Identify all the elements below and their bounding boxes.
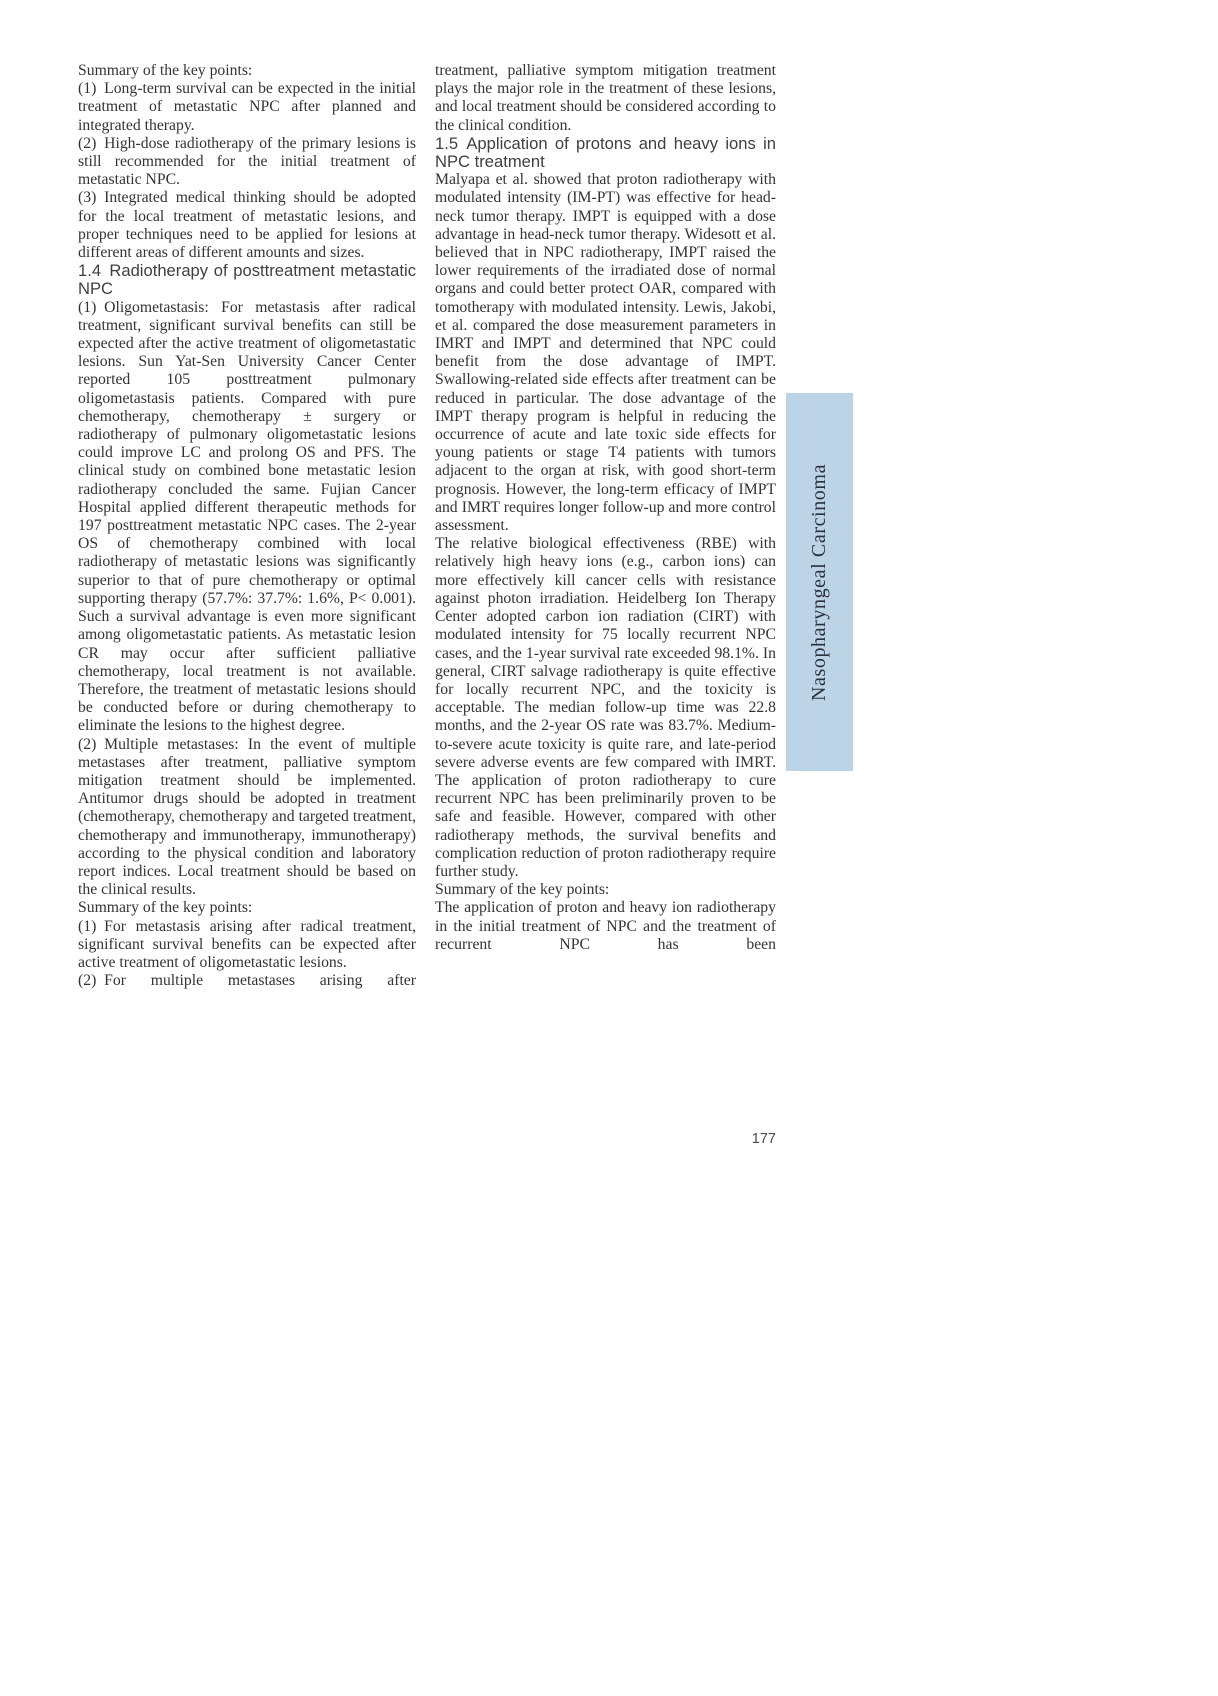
paragraph: (1) For metastasis arising after radical treatment, significant survival benefits can be expected after active treatment of oligometastatic lesions. [78, 917, 416, 971]
paragraph: Summary of the key points: [78, 899, 253, 917]
paragraph: (1) Oligometastasis: For metastasis after radical treatment, significant survival benefits can still be expected after the active treatment of oligometastatic lesions. Sun Yat-Sen University Cancer Center reported 105 posttreatment pulmonary oligometastasis patients. Compared with pure chemotherapy, chemotherapy ± surgery or radiotherapy of pulmonary oligometastatic lesions could improve LC and prolong OS and PFS. The clinical study on combined bone metastatic lesion radiotherapy concluded the same. Fujian Cancer Hospital applied different therapeutic methods for 197 posttreatment metastatic NPC cases. The 2-year OS of chemotherapy combined with local radiotherapy of metastatic lesions was significantly superior to that of pure chemotherapy or optimal supporting therapy (57.7%: 37.7%: 1.6%, P< 0.001). Such a survival advantage is even more significant among oligometastatic patients. As metastatic lesion CR may occur after sufficient palliative chemotherapy, local treatment is not available. Therefore, the treatment of metastatic lesions should be conducted before or during chemotherapy to eliminate the lesions to the highest degree. [78, 298, 416, 735]
paragraph: Malyapa et al. showed that proton radiotherapy with modulated intensity (IM-PT) was effective for head-neck tumor therapy. IMPT is equipped with a dose advantage in head-neck tumor therapy. Widesott et al. believed that in NPC radiotherapy, IMPT raised the lower requirements of the irradiated dose of normal organs and could better protect OAR, compared with tomotherapy with modulated intensity. Lewis, Jakobi, et al. compared the dose measurement parameters in IMRT and IMPT and determined that NPC could benefit from the dose advantage of IMPT. Swallowing-related side effects after treatment can be reduced in particular. The dose advantage of the IMPT therapy program is helpful in reducing the occurrence of acute and late toxic side effects for young patients or stage T4 patients with tumors adjacent to the organ at risk, with good short-term prognosis. However, the long-term efficacy of IMPT and IMRT requires longer follow-up and more control assessment. [435, 171, 776, 535]
section-heading: 1.4 Radiotherapy of posttreatment metastatic NPC [78, 261, 416, 299]
section-heading: 1.5 Application of protons and heavy ions in NPC treatment [435, 133, 776, 172]
paragraph: (3) Integrated medical thinking should be adopted for the local treatment of metastatic lesions, and proper techniques need to be applied for lesions at different areas of different amounts and sizes. [78, 189, 416, 262]
paragraph: Summary of the key points: [435, 881, 610, 899]
paragraph: Summary of the key points: [78, 62, 253, 79]
paragraph: The application of proton and heavy ion radiotherapy in the initial treatment of NPC and the treatment of recurrent NPC has been [435, 899, 776, 953]
paragraph: (2) Multiple metastases: In the event of multiple metastases after treatment, palliative symptom mitigation treatment should be implemented. Antitumor drugs should be adopted in treatment (chemotherapy, chemotherapy and targeted treatment, chemotherapy and immunotherapy, immunotherapy) according to the physical condition and laboratory report indices. Local treatment should be based on the clinical results. [78, 735, 416, 899]
paragraph: (2) High-dose radiotherapy of the primary lesions is still recommended for the initial treatment of metastatic NPC. [78, 134, 416, 189]
paragraph: The relative biological effectiveness (RBE) with relatively high heavy ions (e.g., carbon ions) can more effectively kill cancer cells with resistance against photon irradiation. Heidelberg Ion Therapy Center adopted carbon ion radiation (CIRT) with modulated intensity for 75 locally recurrent NPC cases, and the 1-year survival rate exceeded 98.1%. In general, CIRT salvage radiotherapy is quite effective for locally recurrent NPC, and the toxicity is acceptable. The median follow-up time was 22.8 months, and the 2-year OS rate was 83.7%. Medium-to-severe acute toxicity is quite rare, and late-period severe adverse events are few compared with IMRT. The application of proton radiotherapy to cure recurrent NPC has been preliminarily proven to be safe and feasible. However, compared with other radiotherapy methods, the survival benefits and complication reduction of proton radiotherapy require further study. [435, 535, 776, 880]
paragraph: (2) For multiple metastases arising after [78, 972, 416, 990]
text-column-right [435, 62, 776, 954]
paragraph: treatment, palliative symptom mitigation treatment plays the major role in the treatment of these lesions, and local treatment should be considered according to the clinical condition. [435, 62, 776, 134]
page-number: 177 [751, 1131, 776, 1147]
chapter-tab-label: Nasopharyngeal Carcinoma [808, 463, 831, 701]
text-column-left [78, 62, 416, 990]
chapter-tab [786, 393, 853, 771]
paragraph: (1) Long-term survival can be expected in the initial treatment of metastatic NPC after planned and integrated therapy. [78, 80, 416, 134]
